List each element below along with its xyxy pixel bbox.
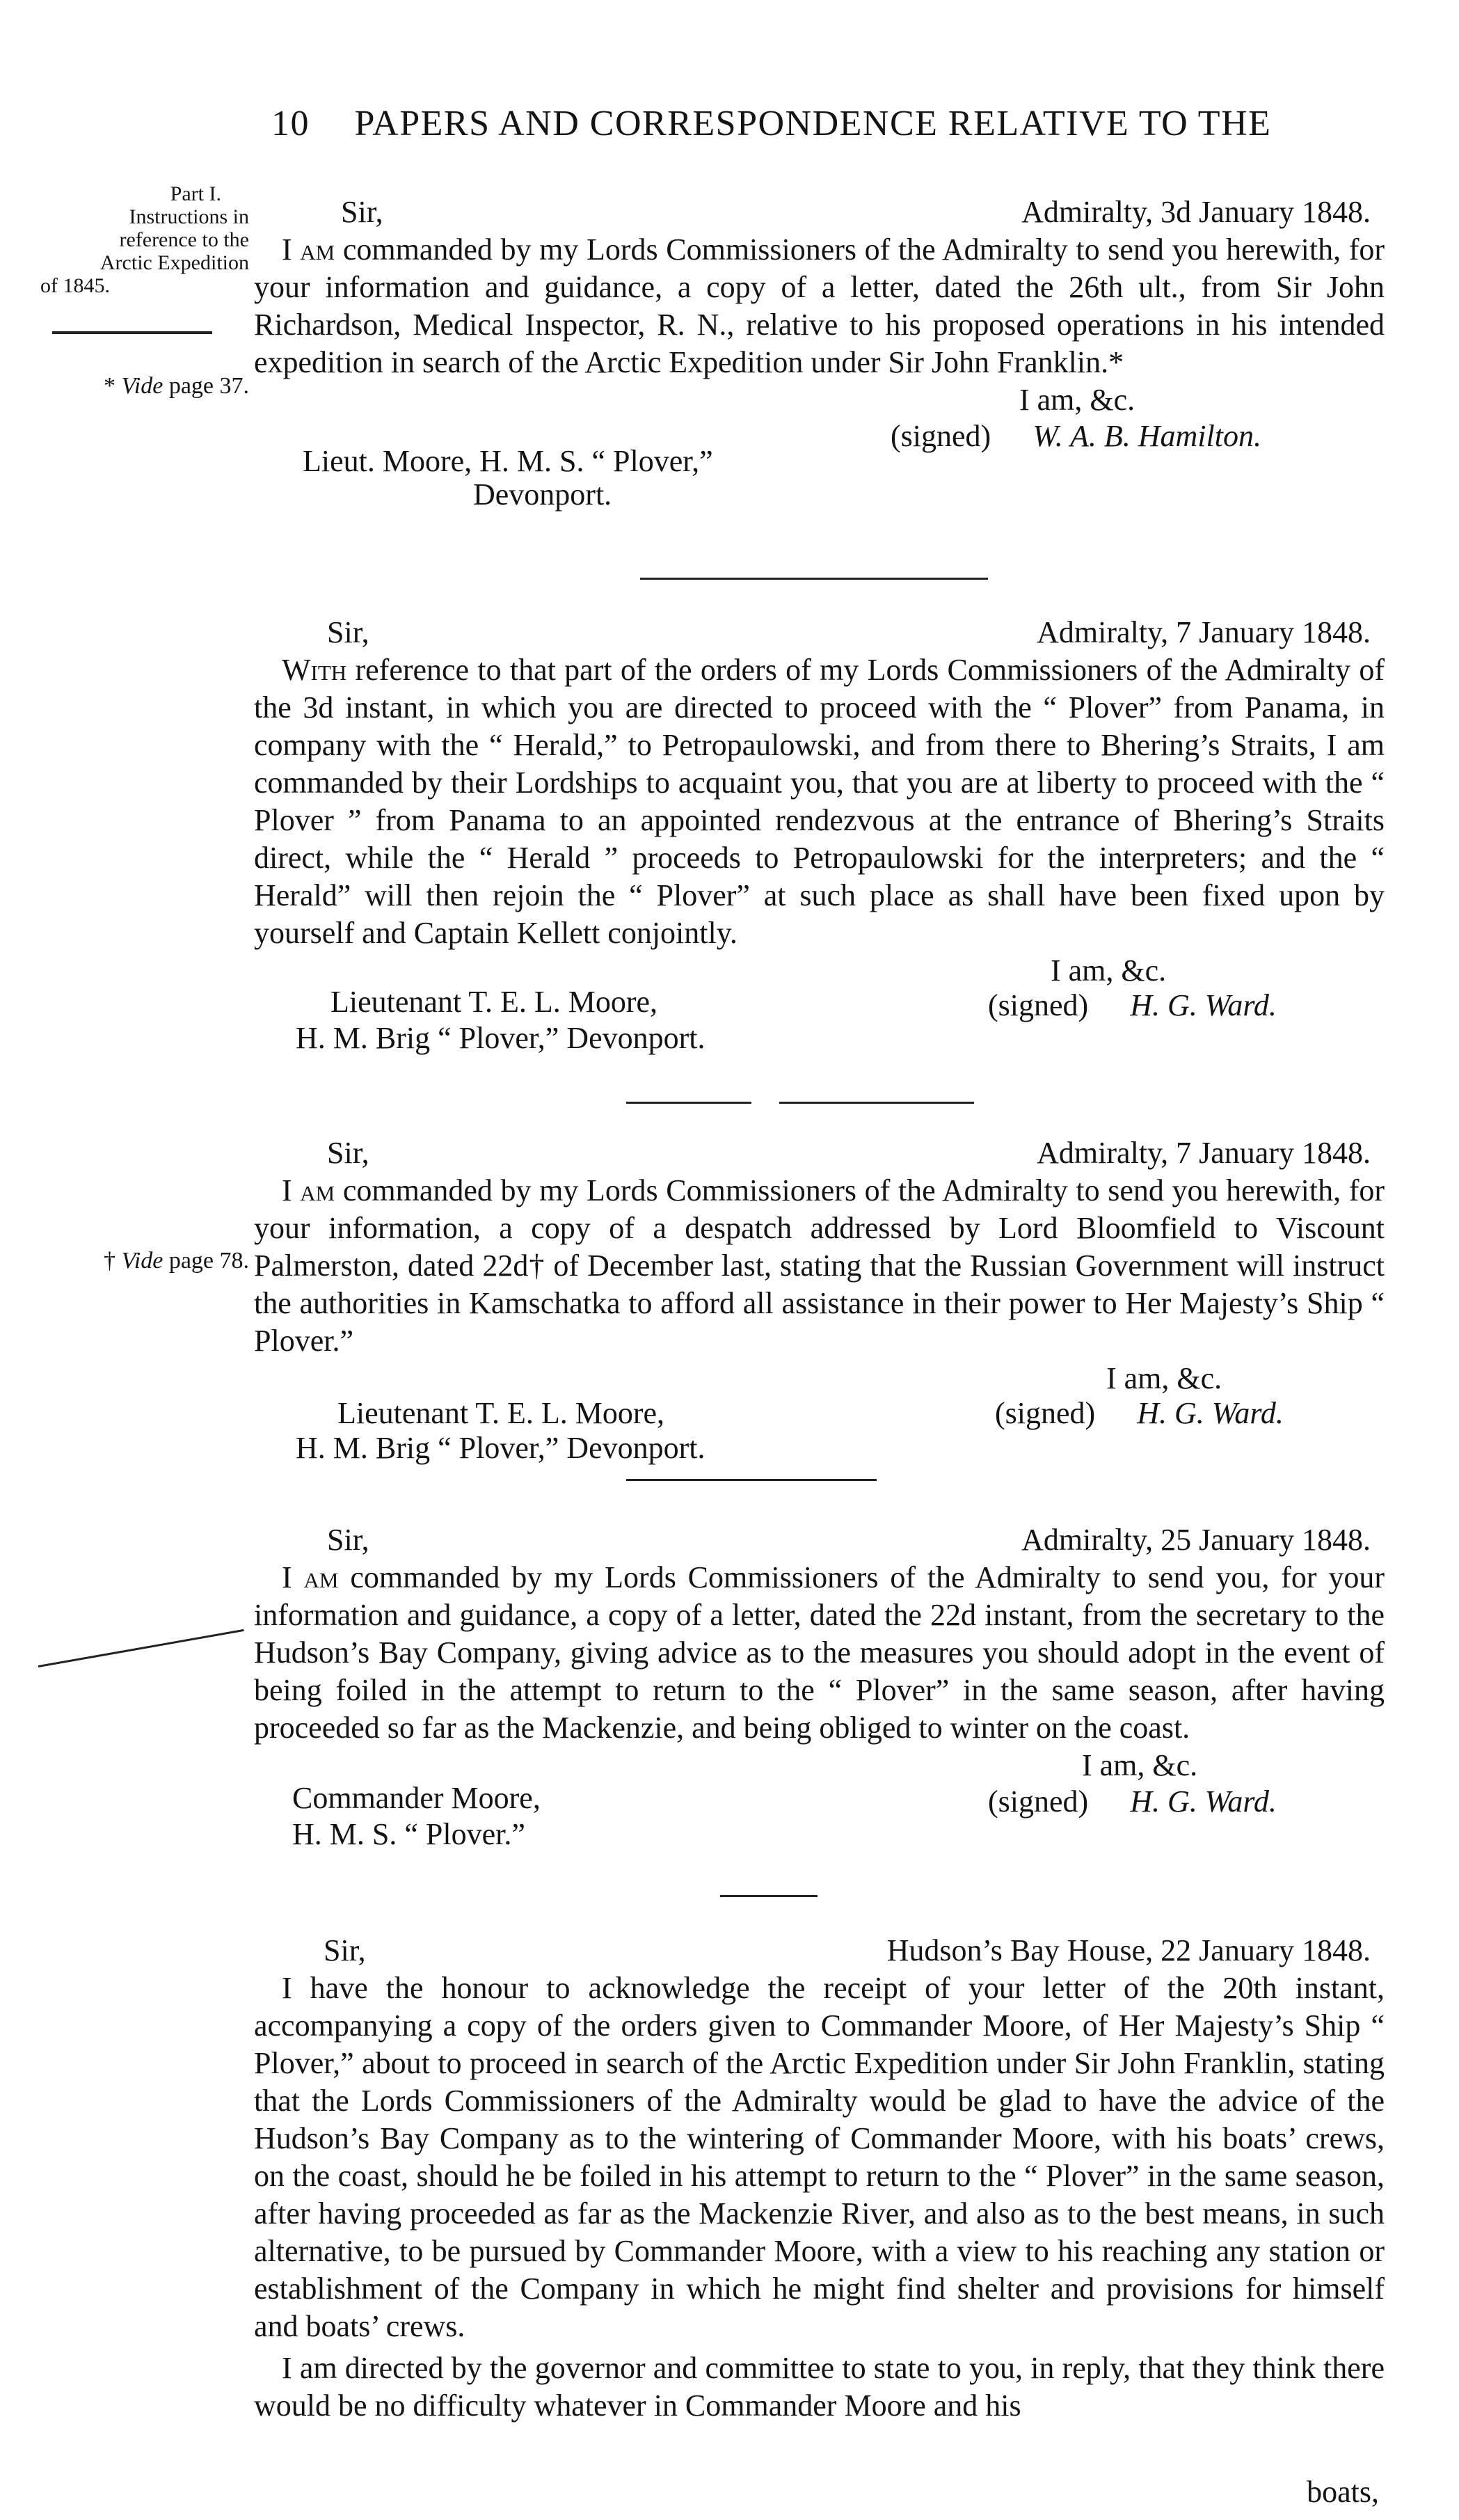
letter-2	[254, 614, 1385, 1065]
signatory-name: H. G. Ward.	[1130, 988, 1277, 1022]
addressee-line: H. M. Brig “ Plover,” Devonport.	[296, 1021, 705, 1055]
letter-body-continued: I am directed by the governor and committee to state to you, in reply, that they think there would be no difficulty whatever in Commander Moore and his	[254, 2351, 1385, 2423]
salutation: Sir,	[341, 195, 383, 229]
section-divider	[640, 578, 988, 580]
letter-body-lead: I am	[282, 232, 335, 267]
place-date: Admiralty, 7 January 1848.	[1037, 615, 1371, 649]
closing: I am, &c.	[1051, 953, 1167, 988]
letter-body-lead: I am	[282, 1560, 339, 1594]
margin-note-vide-37: * Vide page 37.	[104, 373, 249, 399]
letter-heading	[254, 614, 1385, 651]
margin-note-line: Arctic Expedition	[99, 251, 249, 274]
addressee-line: H. M. Brig “ Plover,” Devonport.	[296, 1431, 705, 1465]
vide-label: Vide	[121, 373, 164, 399]
letter-body	[254, 1172, 1385, 1360]
margin-note-line: Instructions in	[129, 205, 249, 228]
letter-1	[254, 193, 1385, 512]
running-title: PAPERS AND CORRESPONDENCE RELATIVE TO THE	[354, 104, 1272, 143]
closing-block	[254, 1747, 1385, 1860]
salutation: Sir,	[327, 1136, 369, 1170]
margin-note-line: Part I.	[170, 182, 221, 205]
salutation: Sir,	[327, 1523, 369, 1557]
signed-label: (signed)	[988, 988, 1089, 1022]
letter-heading	[254, 1134, 1385, 1172]
margin-rule	[52, 331, 212, 334]
place-date: Admiralty, 3d January 1848.	[1021, 195, 1371, 229]
letter-body	[254, 1559, 1385, 1747]
closing: I am, &c.	[1082, 1748, 1198, 1782]
vide-page: page 78.	[168, 1248, 249, 1274]
signature	[988, 987, 1277, 1024]
signed-label: (signed)	[995, 1396, 1096, 1430]
letter-body-lead: I am	[282, 1173, 335, 1207]
catchword: boats,	[1307, 2475, 1379, 2509]
addressee-line: Lieut. Moore, H. M. S. “ Plover,”	[303, 444, 713, 478]
section-divider	[720, 1895, 818, 1897]
signature	[988, 1783, 1277, 1821]
signatory-name: H. G. Ward.	[1137, 1396, 1284, 1430]
letter-body-text: commanded by my Lords Commissioners of the Admiralty to send you herewith, for your information, a copy of a despatch addressed by Lord Bloomfield to Viscount Palmerston, dated 22d† of December last, stating that the Russian Government will instruct the authorities in Kamschatka to afford all assistance in their power to Her Majesty’s Ship “ Plover.”	[254, 1173, 1385, 1358]
margin-note-part	[40, 182, 249, 297]
closing-block	[254, 1360, 1385, 1473]
vide-page: page 37.	[168, 373, 249, 399]
signed-label: (signed)	[988, 1784, 1089, 1818]
salutation: Sir,	[327, 615, 369, 649]
letter-5	[254, 1932, 1385, 2425]
letter-heading	[254, 1932, 1385, 1970]
addressee-line: Lieutenant T. E. L. Moore,	[337, 1396, 665, 1430]
vide-label: Vide	[121, 1248, 164, 1274]
signatory-name: H. G. Ward.	[1130, 1784, 1277, 1818]
letter-body-lead: With	[282, 653, 347, 687]
margin-note-vide-78: † Vide page 78.	[104, 1248, 249, 1274]
closing: I am, &c.	[1019, 383, 1135, 417]
letter-body	[254, 651, 1385, 952]
addressee-line: Devonport.	[473, 477, 612, 512]
letter-body-text: reference to that part of the orders of my Lords Commissioners of the Admiralty of the 3d instant, in which you are directed to proceed with the “ Plover” from Panama, in company with the “ Herald,” to Petropaulowski, and from there to Bhering’s Straits, I am commanded by their Lordships to acquaint you, that you are at liberty to proceed with the “ Plover ” from Panama to an appointed rendezvous at the entrance of Bhering’s Straits direct, while the “ Herald ” proceeds to Petropaulowski for the interpreters; and the “ Herald” will then rejoin the “ Plover” at such place as shall have been fixed upon by yourself and Captain Kellett conjointly.	[254, 653, 1385, 950]
salutation: Sir,	[324, 1933, 366, 1967]
letter-body	[254, 231, 1385, 381]
letter-body: I have the honour to acknowledge the receipt of your letter of the 20th instant, accompanying a copy of the orders given to Commander Moore, of Her Majesty’s Ship “ Plover,” about to proceed in search of the Arctic Expedition under Sir John Franklin, stating that the Lords Commissioners of the Admiralty would be glad to have the advice of the Hudson’s Bay Company as to the wintering of Commander Moore, with his boats’ crews, on the coast, should he be foiled in his attempt to return to the “ Plover” in the same season, after having proceeded as far as the Mackenzie River, and also as to the best means, in such alternative, to be pursued by Commander Moore, with a view to his reaching any station or establishment of the Company in which he might find shelter and provisions for himself and boats’ crews.	[254, 1971, 1385, 2343]
closing: I am, &c.	[1106, 1361, 1222, 1395]
signature	[891, 418, 1261, 455]
letter-3	[254, 1134, 1385, 1473]
letter-body-text: commanded by my Lords Commissioners of the Admiralty to send you herewith, for your information and guidance, a copy of a letter, dated the 26th ult., from Sir John Richardson, Medical Inspector, R. N., relative to his proposed operations in his intended expedition in search of the Arctic Expedition under Sir John Franklin.*	[254, 232, 1385, 379]
page-number: 10	[271, 104, 310, 143]
section-divider	[626, 1479, 877, 1481]
signatory-name: W. A. B. Hamilton.	[1033, 419, 1261, 453]
place-date: Admiralty, 25 January 1848.	[1021, 1523, 1371, 1557]
place-date: Admiralty, 7 January 1848.	[1037, 1136, 1371, 1170]
signature	[995, 1395, 1284, 1432]
signed-label: (signed)	[891, 419, 991, 453]
page-header	[271, 103, 1271, 144]
closing-block	[254, 952, 1385, 1065]
section-divider	[626, 1102, 751, 1104]
letter-body-text: commanded by my Lords Commissioners of the Admiralty to send you, for your information and guidance, a copy of a letter, dated the 22d instant, from the secretary to the Hudson’s Bay Company, giving advice as to the measures you should adopt in the event of being foiled in the attempt to return to the “ Plover” in the same season, after having proceeded so far as the Mackenzie, and being obliged to winter on the coast.	[254, 1560, 1385, 1745]
addressee-line: Lieutenant T. E. L. Moore,	[330, 985, 658, 1019]
place-date: Hudson’s Bay House, 22 January 1848.	[886, 1933, 1371, 1967]
letter-4	[254, 1521, 1385, 1860]
letter-heading	[254, 1521, 1385, 1559]
margin-note-line: of 1845.	[40, 274, 110, 297]
closing-block	[254, 381, 1385, 512]
margin-pen-stroke	[38, 1629, 244, 1667]
letter-heading	[254, 193, 1385, 231]
addressee-line: Commander Moore,	[292, 1781, 541, 1815]
addressee-line: H. M. S. “ Plover.”	[292, 1817, 525, 1851]
margin-note-line: reference to the	[119, 228, 249, 251]
section-divider	[779, 1102, 974, 1104]
